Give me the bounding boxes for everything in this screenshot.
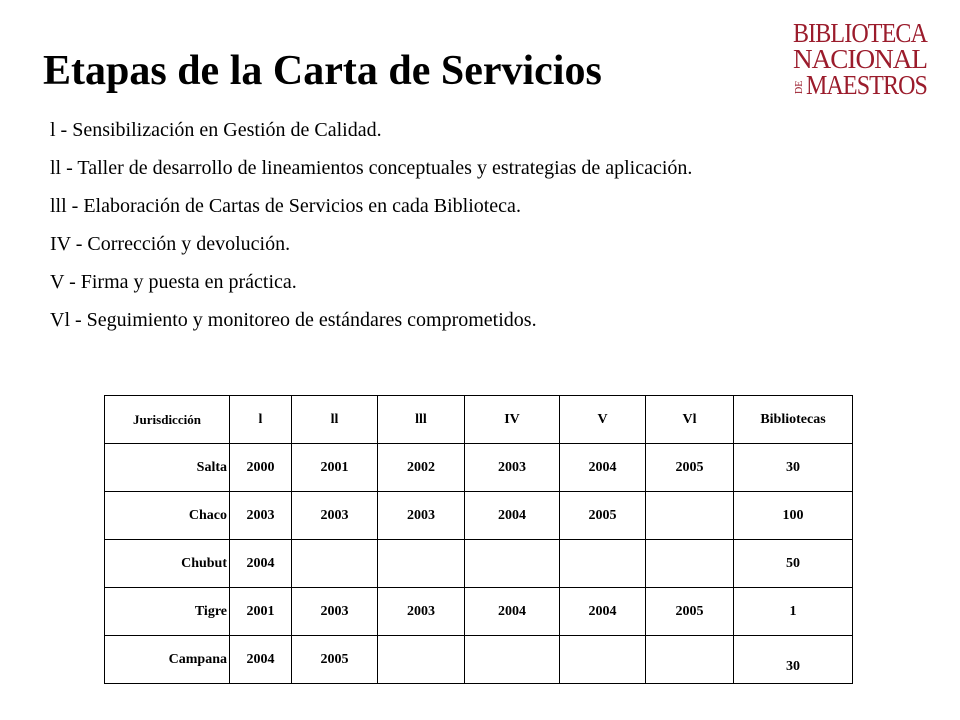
table-cell xyxy=(646,540,734,588)
svg-text:NACIONAL: NACIONAL xyxy=(793,44,927,74)
stage-item: Vl - Seguimiento y monitoreo de estándares comprometidos. xyxy=(50,309,537,331)
table-cell: 2000 xyxy=(230,444,292,492)
table-cell: 2004 xyxy=(465,588,560,636)
table-cell xyxy=(646,492,734,540)
stage-item: ll - Taller de desarrollo de lineamientos conceptuales y estrategias de aplicación. xyxy=(50,157,693,179)
jurisdictions-table xyxy=(104,395,853,684)
table-row xyxy=(105,492,853,540)
table-row xyxy=(105,636,853,684)
stage-item: lll - Elaboración de Cartas de Servicios en cada Biblioteca. xyxy=(50,195,521,217)
table-cell: 2003 xyxy=(465,444,560,492)
table-cell: Chubut xyxy=(105,540,230,588)
table-cell: Campana xyxy=(105,636,230,684)
table-cell xyxy=(465,636,560,684)
svg-text:BIBLIOTECA: BIBLIOTECA xyxy=(793,18,929,48)
table-row xyxy=(105,588,853,636)
column-header: Bibliotecas xyxy=(734,396,853,444)
table-cell: 2003 xyxy=(230,492,292,540)
table-cell xyxy=(560,636,646,684)
table-cell: 2003 xyxy=(378,492,465,540)
table-cell: 100 xyxy=(734,492,853,540)
column-header: Vl xyxy=(646,396,734,444)
table-cell: 2003 xyxy=(378,588,465,636)
table-cell: 30 xyxy=(734,636,853,684)
table-cell: 2003 xyxy=(292,588,378,636)
table-cell: 2004 xyxy=(560,588,646,636)
table-row xyxy=(105,540,853,588)
stages-list xyxy=(50,117,740,345)
column-header: IV xyxy=(465,396,560,444)
table-cell: 30 xyxy=(734,444,853,492)
column-header: lll xyxy=(378,396,465,444)
table-cell: 2001 xyxy=(230,588,292,636)
table-cell xyxy=(378,636,465,684)
table-cell xyxy=(292,540,378,588)
table-cell: 2004 xyxy=(230,636,292,684)
table-cell: 2002 xyxy=(378,444,465,492)
table-cell: 2005 xyxy=(646,588,734,636)
column-header: V xyxy=(560,396,646,444)
table-cell xyxy=(560,540,646,588)
stage-item: IV - Corrección y devolución. xyxy=(50,233,291,255)
page-title: Etapas de la Carta de Servicios xyxy=(43,48,602,94)
table-cell: 50 xyxy=(734,540,853,588)
table-cell: Tigre xyxy=(105,588,230,636)
stage-item: l - Sensibilización en Gestión de Calidad. xyxy=(50,119,382,141)
svg-text:DE: DE xyxy=(794,80,805,94)
table-cell: 2003 xyxy=(292,492,378,540)
table-row xyxy=(105,444,853,492)
table-cell xyxy=(646,636,734,684)
table-cell: 2005 xyxy=(560,492,646,540)
table-header-row xyxy=(105,396,853,444)
svg-text:MAESTROS: MAESTROS xyxy=(806,70,927,96)
table-cell: 2001 xyxy=(292,444,378,492)
table-cell: 2004 xyxy=(560,444,646,492)
table-cell xyxy=(378,540,465,588)
table-cell: 1 xyxy=(734,588,853,636)
stage-item: V - Firma y puesta en práctica. xyxy=(50,271,297,293)
table-cell: 2004 xyxy=(465,492,560,540)
table-cell: Salta xyxy=(105,444,230,492)
table-cell: 2004 xyxy=(230,540,292,588)
column-header: ll xyxy=(292,396,378,444)
biblioteca-nacional-de-maestros-logo xyxy=(791,18,931,96)
table-cell: 2005 xyxy=(646,444,734,492)
table-cell: Chaco xyxy=(105,492,230,540)
table-cell xyxy=(465,540,560,588)
table-cell: 2005 xyxy=(292,636,378,684)
column-header: l xyxy=(230,396,292,444)
column-header: Jurisdicción xyxy=(105,396,230,444)
